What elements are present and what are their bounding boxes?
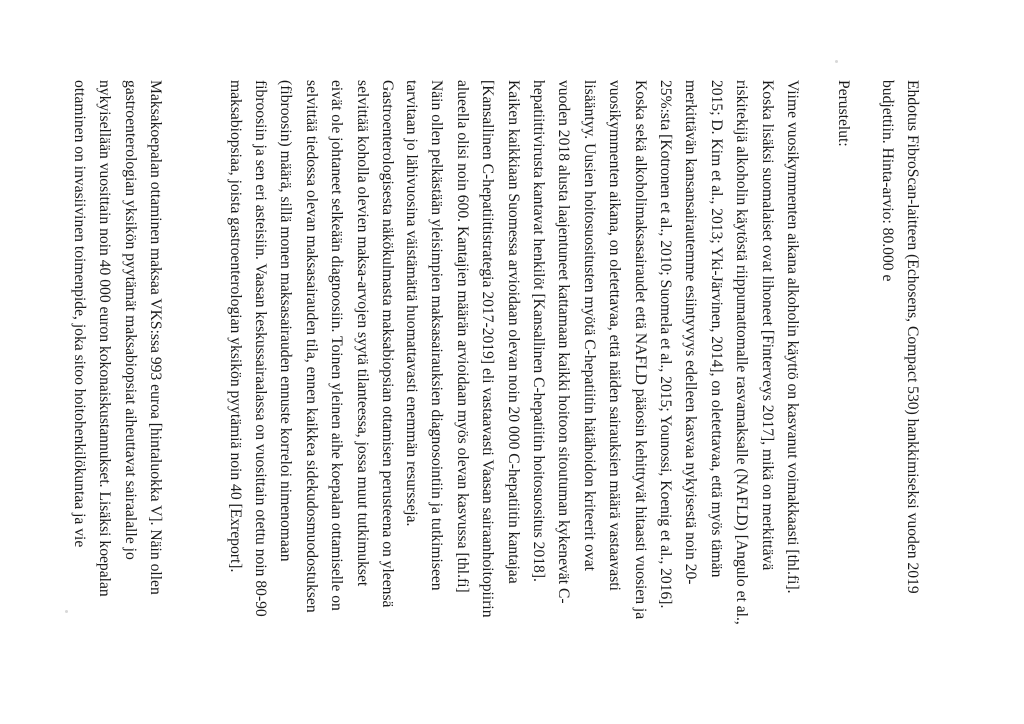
heading-text: Perustelut: — [835, 80, 852, 147]
paragraph-line: maksabiopsiaa, joista gastroenterologian yksikön pyytämiä noin 40 [Exreport]. — [226, 80, 244, 573]
paragraph-line: merkittävän kansansairautemme esiintyvyys edelleen kasvaa nykyisestä noin 20- — [682, 80, 700, 585]
paragraph-line: gastroenterologian yksikön pyytämät maksabiopsiat aiheuttavat sairaalalle jo — [121, 80, 139, 560]
paragraph-line: Maksakoepalan ottaminen maksaa VKS:ssa 993 euroa [hintaluokka V]. Näin ollen — [147, 80, 164, 595]
paragraph-line: (fibroosin) määrä, sillä monen maksasairauden ennuste korreloi nimenomaan — [277, 80, 295, 562]
paragraph-line: lisääntyy. Uusien hoitosuositusten myötä C-hepatiitin hätähoidon kriteerit ovat — [580, 80, 598, 571]
paragraph-3 — [66, 80, 168, 668]
title-line: Ehdotus FibroScan-laitteen (Echosens, Compact 530) hankkimiseksi vuoden 2019 — [904, 80, 921, 594]
paragraph-line: eivät ole johtaneet selkeään diagnoosiin. Toinen yleinen aihe koepalan ottamiselle on — [328, 80, 346, 611]
paragraph-line: vuosikymmenten aikana, on oletettavaa, että näiden sairauksien määrä vastaavasti — [606, 80, 624, 591]
paragraph-line: selvittää koholla olevien maksa-arvojen syytä tilanteessa, jossa muut tutkimukset — [353, 80, 371, 587]
paragraph-line: Koska lisäksi suomalaiset ovat lihoneet [Finterveys 2017], mikä on merkittävä — [758, 80, 776, 571]
paragraph-line: 25%:sta [Kotronen et al., 2010; Suomela et al., 2015; Younossi, Koenig et al., 2016]. — [656, 80, 674, 609]
paragraph-line: fibroosiin ja sen eri asteisiin. Vaasan keskussairaalassa on vuosittain otettu noin 80-90 — [251, 80, 269, 617]
paragraph-2 — [222, 80, 400, 668]
paragraph-1 — [399, 80, 806, 668]
title-line: budjettiin. Hinta-arvio: 80.000 e — [878, 80, 896, 282]
paragraph-line: ottaminen on invasiivinen toimenpide, joka sitoo hoitohenkilökuntaa ja vie — [70, 80, 88, 548]
section-heading — [831, 80, 856, 668]
paragraph-line: Koska sekä alkoholimaksasairaudet että NAFLD pääosin kehittyvät hitaasti vuosien ja — [631, 80, 649, 620]
paragraph-line: selvittää tiedossa olevan maksasairauden tila, ennen kaikkea sidekudosmuodostuksen — [302, 80, 320, 613]
paragraph-line: [Kansallinen C-hepatiittistrategia 2017-2019] eli vastaavasti Vaasan sairaanhoitopiirin — [479, 80, 497, 618]
paragraph-line: vuoden 2018 alusta laajentuneet kattamaan kaikki hoitoon sitoutuman kykenevät C- — [555, 80, 573, 604]
paragraph-line: nykyisellään vuosittain noin 40 000 euron kokonaiskustannukset. Lisäksi koepalan — [96, 80, 114, 597]
paragraph-line: Viime vuosikymmenten aikana alkoholin käyttö on kasvanut voimakkaasti [thl.fi]. — [784, 80, 801, 594]
paragraph-line: tarvitaan jo lähivuosina väistämättä huomattavasti enemmän resursseja. — [402, 80, 420, 527]
scan-speck — [65, 610, 68, 613]
paragraph-line: Kaiken kaikkiaan Suomessa arvioidaan olevan noin 20 000 C-hepatiitin kantajaa — [504, 80, 522, 584]
scan-speck — [835, 60, 838, 63]
paragraph-line: Näin ollen pelkästään yleisimpien maksasairauksien diagnosointiin ja tutkimiseen — [428, 80, 446, 591]
paragraph-line: 2015; D. Kim et al., 2013; Yki-Järvinen, 2014], on oletettavaa, että myös tämän — [707, 80, 725, 578]
paragraph-line: riskitekijä alkoholin käytöstä riippumattomalle rasvamaksalle (NAFLD) [Angulo et al., — [733, 80, 751, 625]
paragraph-line: Gastroenterologisesta näkökulmasta maksabiopsian ottamisen perusteena on yleensä — [379, 80, 396, 608]
document-title — [874, 80, 925, 668]
paragraph-line: hepatiittivirusta kantavat henkilöt [Kansallinen C-hepatiitin hoitosuositus 2018]. — [529, 80, 547, 582]
paragraph-line: alueella olisi noin 600. Kantajien määrän arvioidaan myös olevan kasvussa [thl.fi] — [453, 80, 471, 593]
